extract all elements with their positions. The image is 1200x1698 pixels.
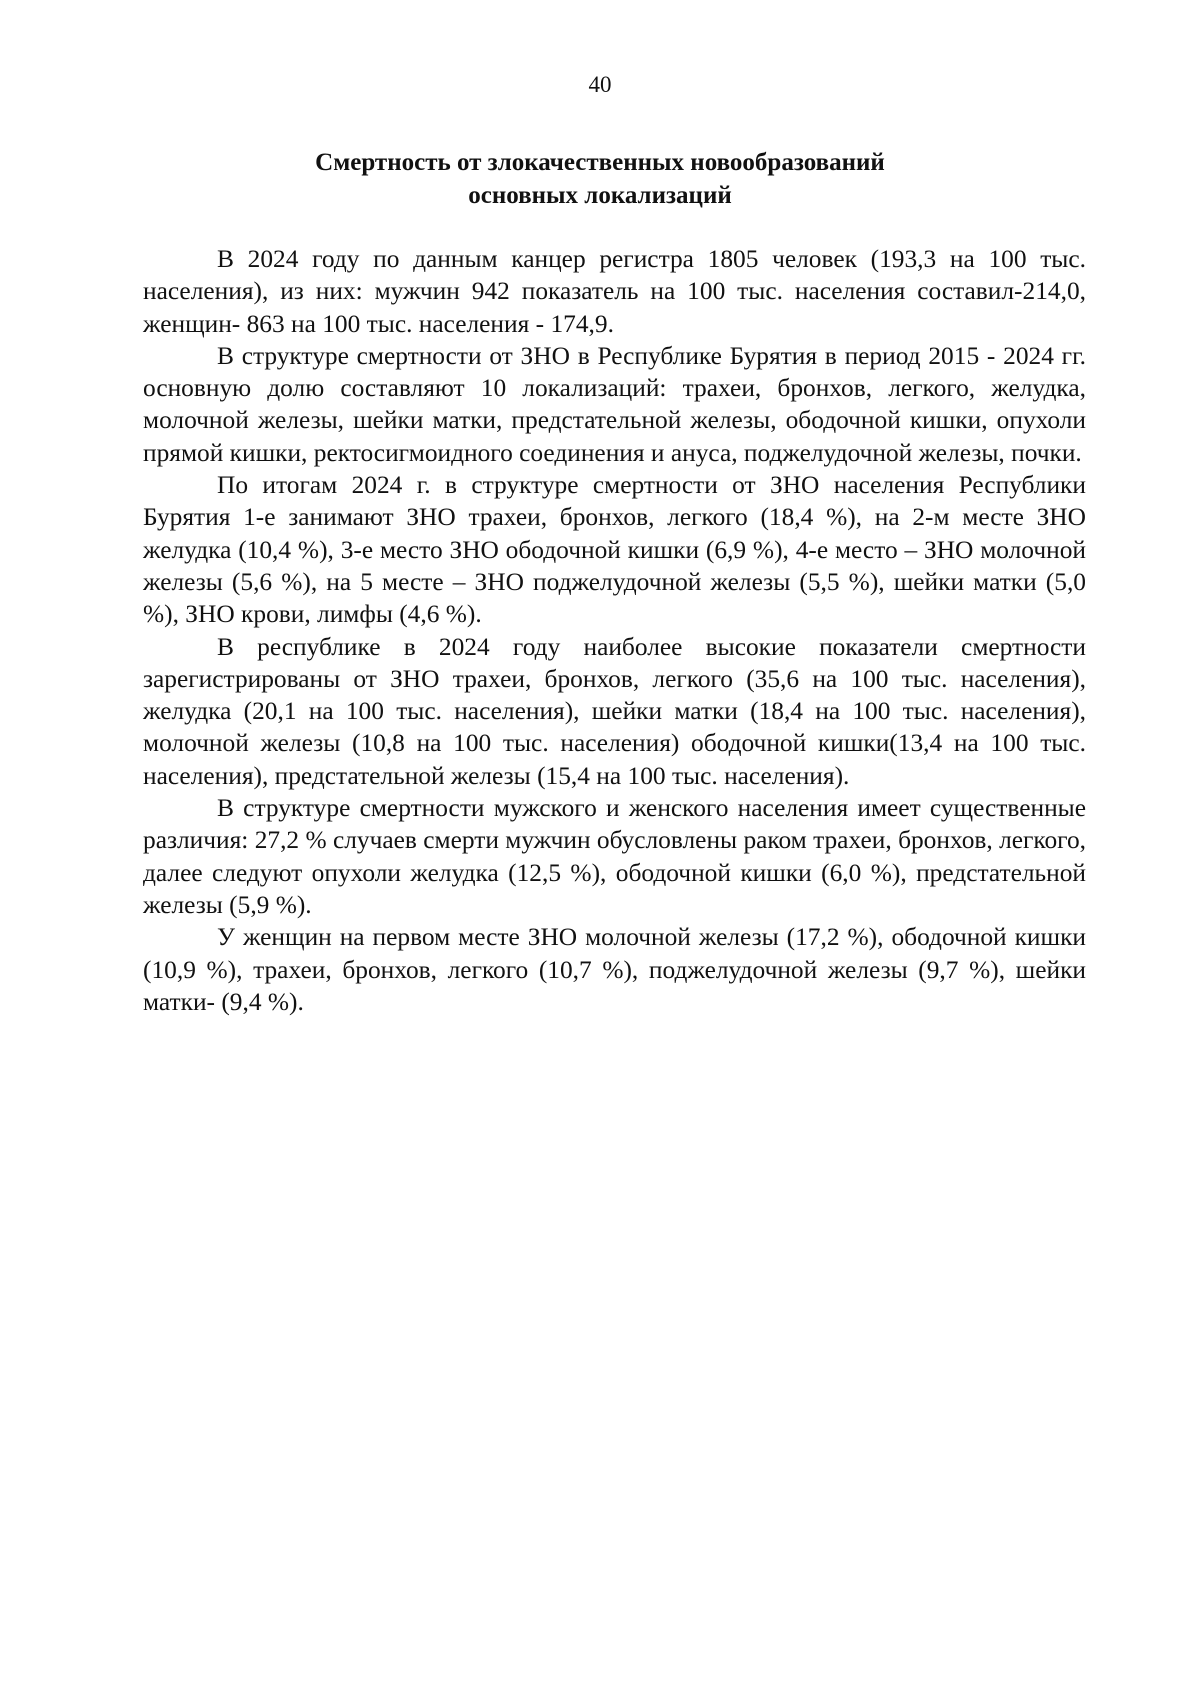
section-title-line-1: Смертность от злокачественных новообразований (315, 149, 885, 176)
paragraph-male-structure: В структуре смертности мужского и женского населения имеет существенные различия: 27,2 % случаев смерти мужчин обусловлены раком трахеи, бронхов, легкого, далее следуют опухоли желудка (12,5 %), ободочной кишки (6,0 %), предстательной железы (5,9 %). (143, 794, 1086, 919)
paragraph-registry-totals: В 2024 году по данным канцер регистра 1805 человек (193,3 на 100 тыс. населения), из них: мужчин 942 показатель на 100 тыс. населения составил-214,0, женщин- 863 на 100 тыс. населения - 174,9. (143, 245, 1086, 338)
page-number: 40 (588, 72, 612, 97)
body-text (143, 243, 1086, 1018)
section-title (0, 146, 1200, 212)
paragraph-mortality-ranking: По итогам 2024 г. в структуре смертности от ЗНО населения Республики Бурятия 1-е занимают ЗНО трахеи, бронхов, легкого (18,4 %), на 2-м месте ЗНО желудка (10,4 %), 3-е место ЗНО ободочной кишки (6,9 %), 4-е место – ЗНО молочной железы (5,6 %), на 5 месте – ЗНО поджелудочной железы (5,5 %), шейки матки (5,0 %), ЗНО крови, лимфы (4,6 %). (143, 471, 1086, 629)
section-title-line-2: основных локализаций (468, 182, 732, 209)
paragraph-female-structure: У женщин на первом месте ЗНО молочной железы (17,2 %), ободочной кишки (10,9 %), трахеи, бронхов, легкого (10,7 %), поджелудочной железы (9,7 %), шейки матки- (9,4 %). (143, 923, 1086, 1016)
paragraph-main-localizations: В структуре смертности от ЗНО в Республике Бурятия в период 2015 - 2024 гг. основную долю составляют 10 локализаций: трахеи, бронхов, легкого, желудка, молочной железы, шейки матки, предстательной железы, ободочной кишки, опухоли прямой кишки, ректосигмоидного соединения и ануса, поджелудочной железы, почки. (143, 341, 1086, 467)
paragraph-highest-rates: В республике в 2024 году наиболее высокие показатели смертности зарегистрированы от ЗНО трахеи, бронхов, легкого (35,6 на 100 тыс. населения), желудка (20,1 на 100 тыс. населения), шейки матки (18,4 на 100 тыс. населения), молочной железы (10,8 на 100 тыс. населения) ободочной кишки(13,4 на 100 тыс. населения), предстательной железы (15,4 на 100 тыс. населения). (143, 632, 1086, 790)
